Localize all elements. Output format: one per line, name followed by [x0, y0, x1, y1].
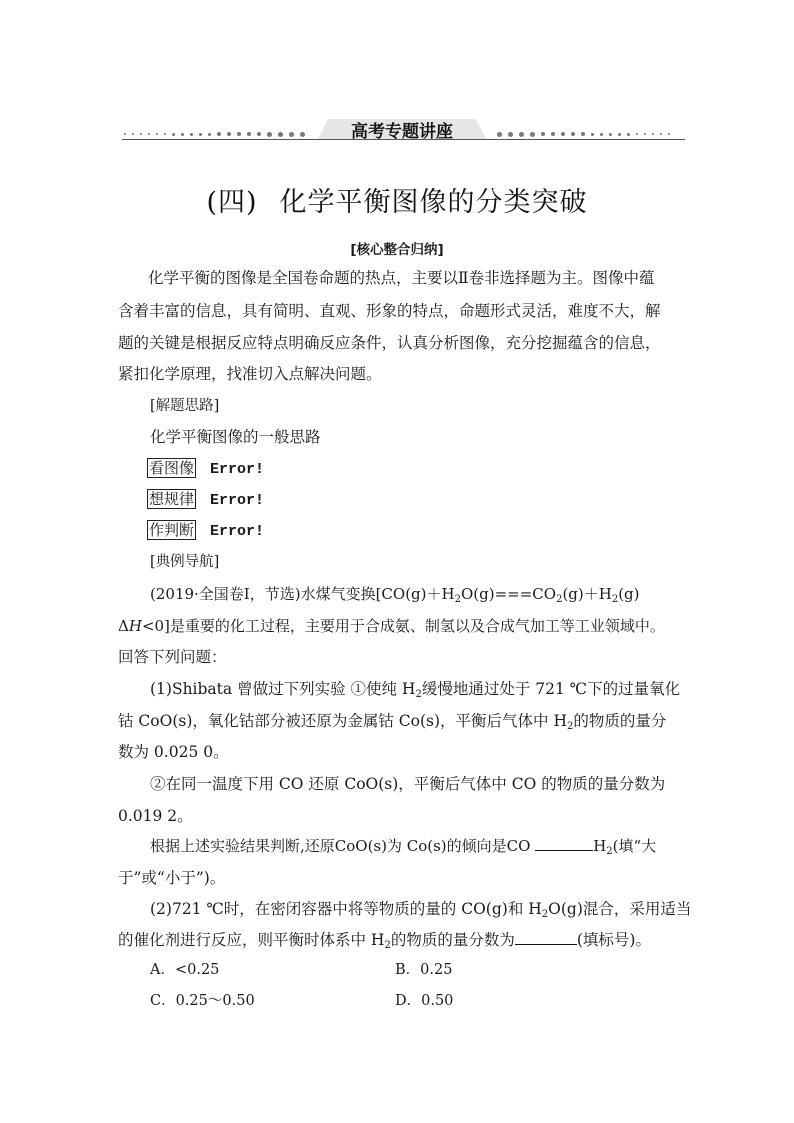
- header-dot: [652, 133, 654, 135]
- problem-line-1: [150, 584, 640, 604]
- header-dot: [172, 133, 175, 136]
- problem-line-3: 回答下列问题：: [118, 648, 227, 666]
- header-dot: [571, 132, 575, 136]
- header-dot: [247, 132, 251, 136]
- text-run: O(g)混合，采用适当: [548, 900, 692, 918]
- header-title: 高考专题讲座: [351, 122, 453, 142]
- subscript: 2: [556, 594, 563, 605]
- answer-blank[interactable]: [515, 930, 577, 945]
- subscript: 2: [454, 594, 461, 605]
- option-a[interactable]: A．<0.25: [150, 962, 220, 978]
- header-dot: [508, 132, 513, 137]
- step-value: Error!: [210, 461, 265, 478]
- header-dot: [609, 133, 612, 136]
- header-dot: [519, 132, 524, 137]
- q2-line-1: [150, 899, 691, 919]
- subscript: 2: [384, 940, 391, 951]
- header-dot: [541, 132, 545, 136]
- header-dot: [190, 133, 193, 136]
- text-run: <0]是重要的化工过程，主要用于合成氨、制氢以及合成气加工等工业领域中。: [141, 617, 665, 635]
- header-dot: [618, 133, 621, 136]
- q1-line-2: [118, 711, 666, 731]
- intro-line-2: 含着丰富的信息，具有简明、直观、形象的特点，命题形式灵活，难度不大，解: [118, 302, 661, 320]
- header-dot: [140, 133, 142, 135]
- step-label: 想规律: [149, 490, 195, 508]
- header-dot: [627, 133, 630, 136]
- step-row: [147, 458, 264, 480]
- step-label: 看图像: [149, 459, 195, 477]
- text-run: (填标号)。: [576, 931, 651, 949]
- text-run: 的物质的量分数为: [390, 931, 515, 949]
- step-value: Error!: [210, 492, 265, 509]
- header-dot: [300, 132, 305, 137]
- text-run: (g): [618, 585, 640, 603]
- header-dot: [156, 133, 158, 135]
- header-dot: [600, 133, 603, 136]
- header-dot: [199, 133, 202, 136]
- option-c[interactable]: C．0.25～0.50: [150, 993, 255, 1009]
- header-dot: [124, 133, 126, 135]
- q1-line-7: 于”或“小于”)。: [118, 869, 226, 887]
- text-run: 根据上述实验结果判断,还原CoO(s)为 Co(s)的倾向是CO: [150, 837, 536, 855]
- header-dot: [660, 133, 662, 135]
- header-dots-right: [497, 131, 670, 137]
- subscript: 2: [415, 689, 422, 700]
- q1-line-1: [150, 679, 680, 699]
- header-dot: [278, 132, 283, 137]
- thinking-intro: 化学平衡图像的一般思路: [150, 428, 321, 446]
- section-heading-example: [典例导航]: [150, 554, 220, 570]
- q1-line-4: ②在同一温度下用 CO 还原 CoO(s)，平衡后气体中 CO 的物质的量分数为: [150, 775, 666, 793]
- section-heading-thinking: [解题思路]: [150, 398, 220, 414]
- header-dot: [164, 133, 166, 135]
- page-title: [0, 180, 794, 219]
- answer-blank[interactable]: [535, 836, 593, 851]
- text-run: Δ: [118, 617, 129, 635]
- header-dot: [148, 133, 150, 135]
- header-dot: [227, 132, 231, 136]
- header-dot: [132, 133, 134, 135]
- intro-line-3: 题的关键是根据反应特点明确反应条件，认真分析图像，充分挖掘蕴含的信息，: [118, 334, 661, 352]
- header-dot: [668, 133, 670, 135]
- subscript: 2: [611, 594, 619, 605]
- text-run: 水煤气变换[CO(g)＋H: [300, 585, 455, 603]
- header-dot: [591, 133, 594, 136]
- header-dot: [267, 132, 272, 137]
- header-dot: [636, 133, 638, 135]
- text-run: 的物质的量分: [573, 712, 667, 730]
- text-run: 缓慢地通过处于 721 ℃下的过量氧化: [421, 680, 681, 698]
- text-run: (1)Shibata 曾做过下列实验 ①使纯 H: [150, 680, 416, 698]
- subscript: 2: [541, 909, 549, 920]
- section-heading-core: [核心整合归纳]: [350, 242, 444, 258]
- option-d[interactable]: D．0.50: [395, 993, 454, 1009]
- header-dot: [257, 132, 261, 136]
- text-run: O(g)===CO: [460, 585, 557, 603]
- header-dot: [289, 132, 294, 137]
- step-row: [147, 489, 264, 511]
- q1-line-6: [150, 836, 656, 856]
- step-label: 作判断: [149, 521, 195, 539]
- text-run: H: [128, 617, 142, 635]
- header-dot: [181, 133, 184, 136]
- header-dot: [644, 133, 646, 135]
- header-dot: [208, 133, 211, 136]
- title-number: (四): [206, 187, 258, 218]
- step-value: Error!: [210, 523, 265, 540]
- header-dot: [530, 132, 535, 137]
- q2-line-2: [118, 930, 651, 950]
- header-dot: [561, 132, 565, 136]
- text-run: (g)＋H: [562, 585, 612, 603]
- text-run: 钴 CoO(s)，氧化钴部分被还原为金属钴 Co(s)，平衡后气体中 H: [118, 712, 567, 730]
- problem-source: (2019·全国卷Ⅰ，节选): [150, 585, 301, 603]
- intro-line-1: 化学平衡的图像是全国卷命题的热点，主要以Ⅱ卷非选择题为主。图像中蕴: [148, 269, 655, 287]
- header-dot: [551, 132, 555, 136]
- subscript: 2: [606, 846, 613, 857]
- q1-line-3: 数为 0.025 0。: [118, 743, 229, 761]
- header-dot: [497, 132, 502, 137]
- q1-line-5: 0.019 2。: [118, 807, 193, 825]
- header-dot: [237, 132, 241, 136]
- problem-line-2: [118, 616, 665, 636]
- header-dot: [217, 132, 221, 136]
- text-run: H: [593, 837, 607, 855]
- header-dot: [581, 132, 585, 136]
- subscript: 2: [567, 721, 574, 732]
- intro-line-4: 紧扣化学原理，找准切入点解决问题。: [118, 365, 382, 383]
- text-run: (2)721 ℃时，在密闭容器中将等物质的量的 CO(g)和 H: [150, 900, 542, 918]
- title-text: 化学平衡图像的分类突破: [279, 187, 588, 218]
- option-b[interactable]: B．0.25: [395, 962, 453, 978]
- step-row: [147, 520, 264, 542]
- text-run: 的催化剂进行反应，则平衡时体系中 H: [118, 931, 385, 949]
- header-dots-left: [124, 131, 305, 137]
- text-run: (填“大: [612, 837, 657, 855]
